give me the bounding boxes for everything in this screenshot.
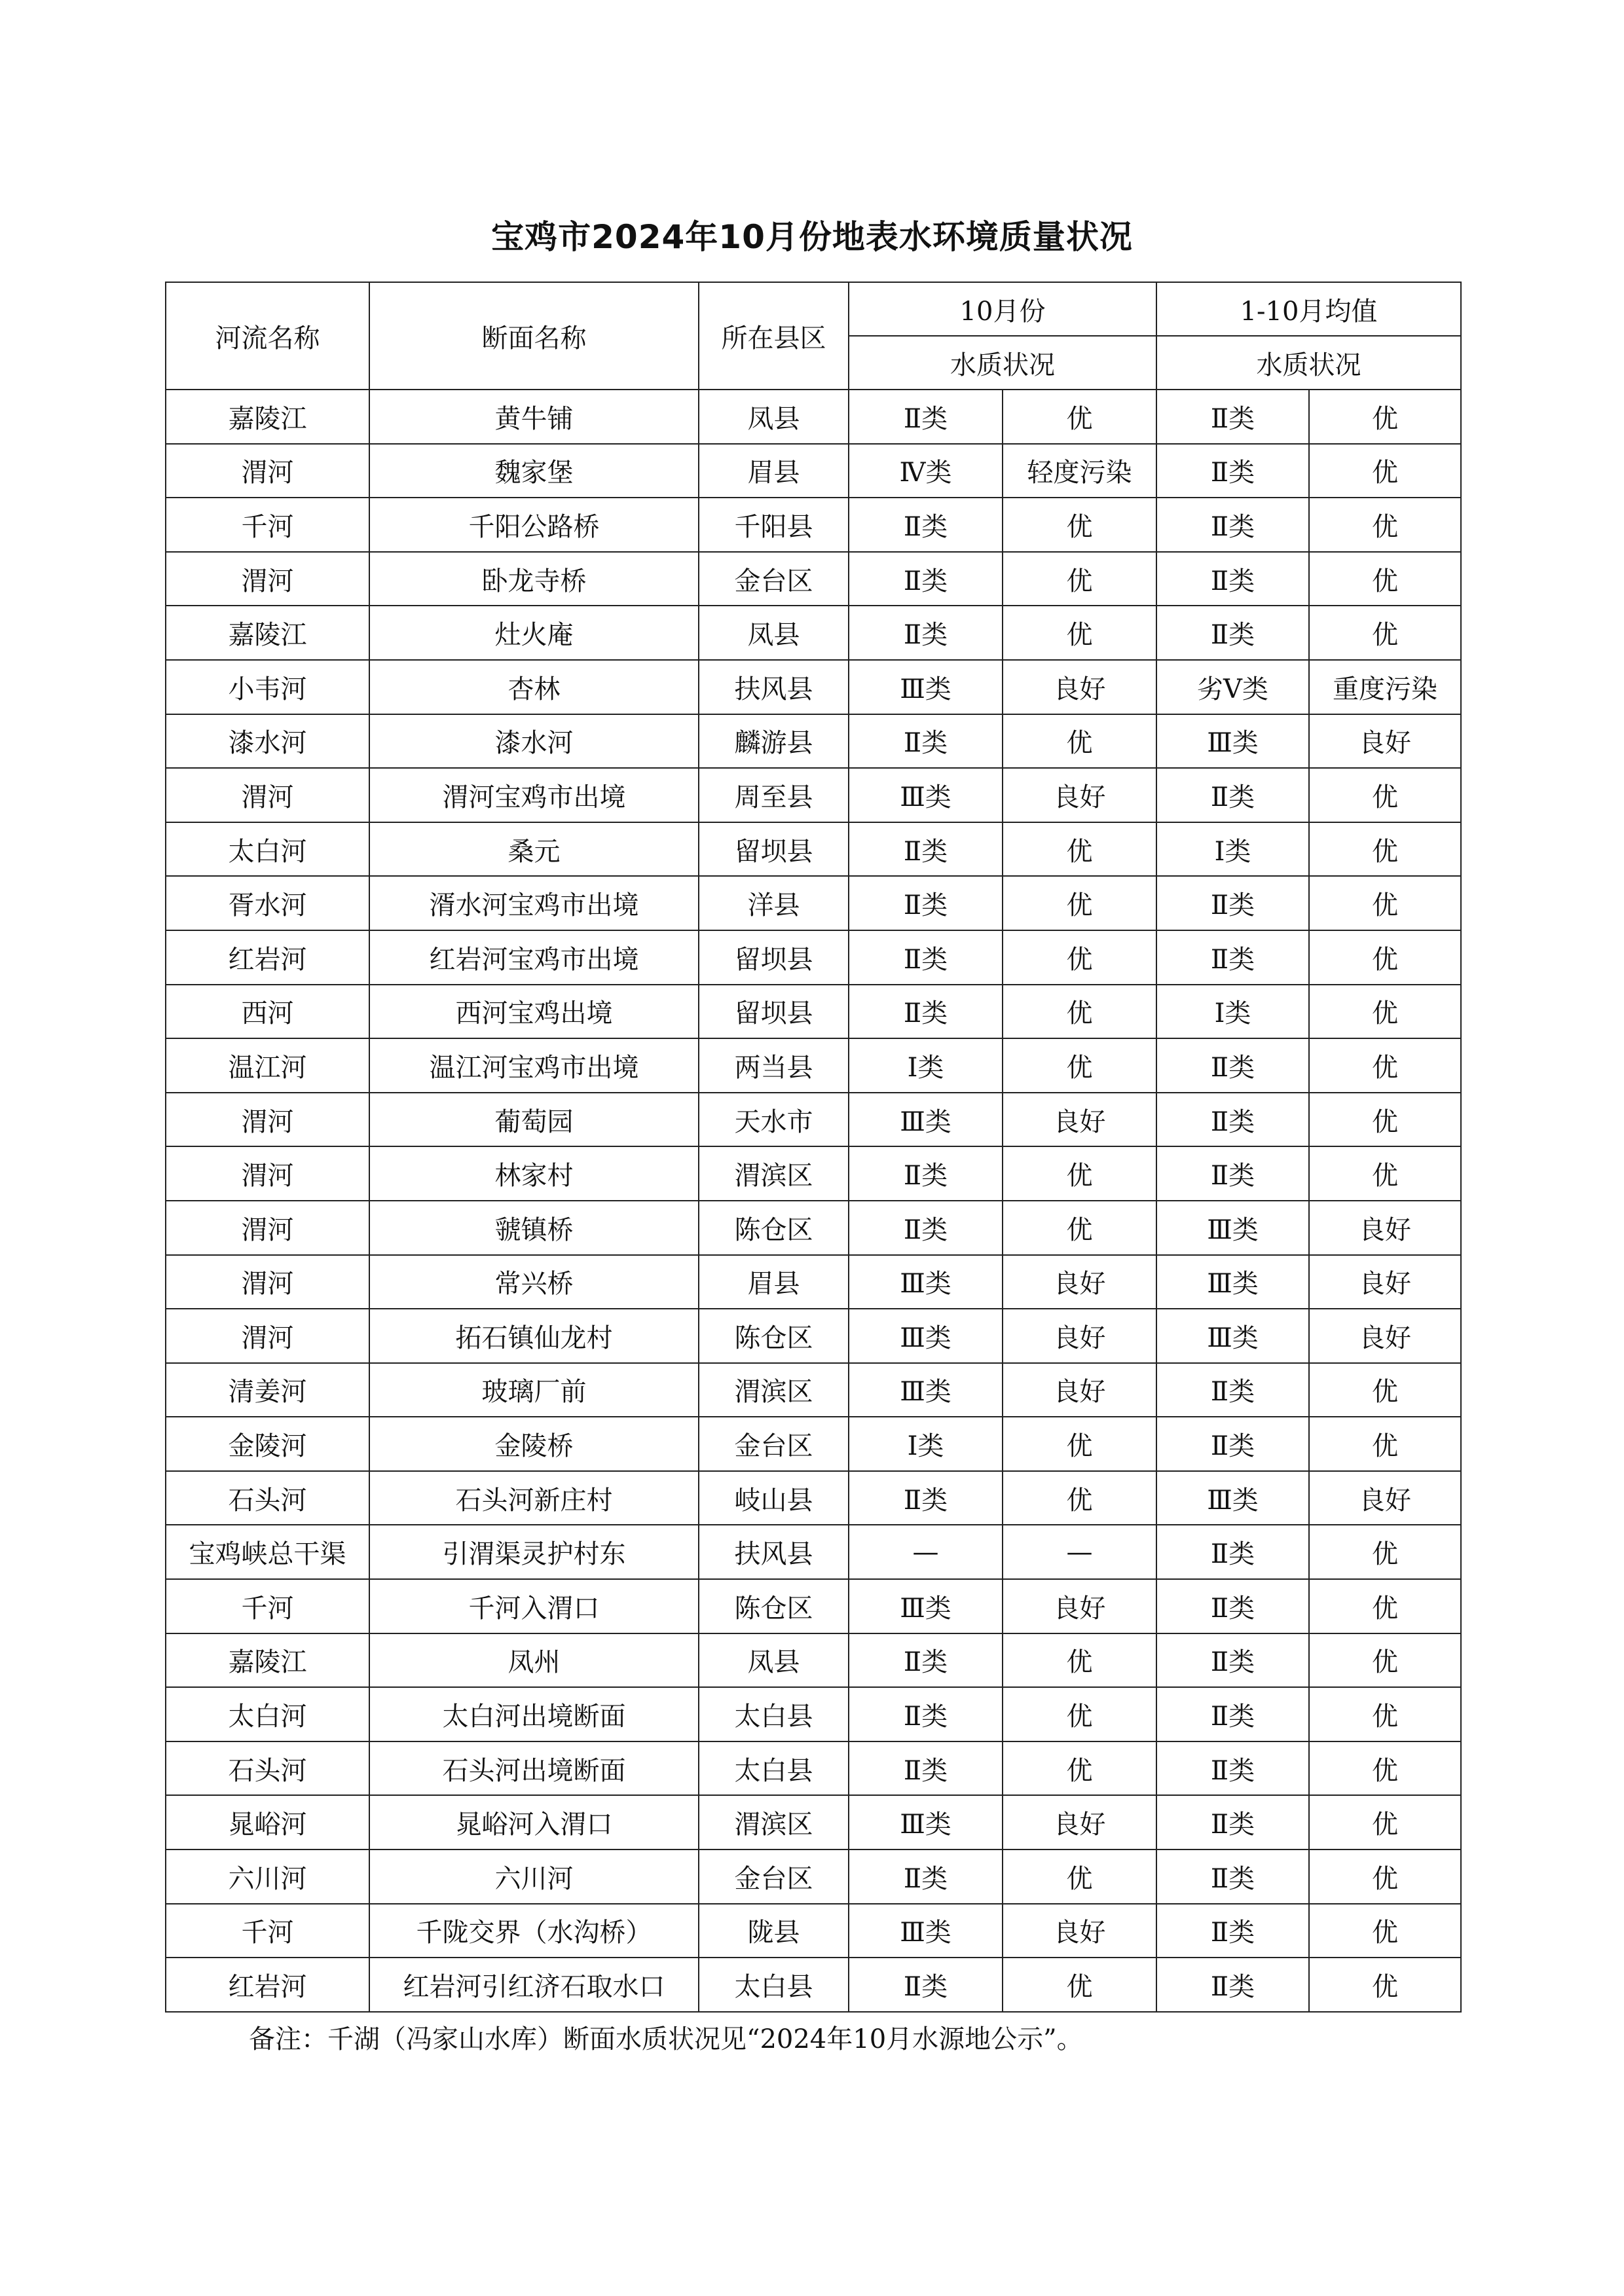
table-row <box>166 1633 1461 1688</box>
cell-month-class: Ⅱ类 <box>849 822 1003 877</box>
cell-average-class: Ⅱ类 <box>1156 1850 1309 1904</box>
cell-average-status: 优 <box>1309 1795 1461 1850</box>
cell-county: 周至县 <box>699 768 849 822</box>
cell-river: 渭河 <box>166 444 369 498</box>
cell-county: 凤县 <box>699 606 849 660</box>
table-body <box>166 390 1461 2012</box>
cell-month-status: 优 <box>1003 1741 1156 1796</box>
cell-section: 桑元 <box>369 822 699 877</box>
cell-county: 金台区 <box>699 1850 849 1904</box>
cell-river: 千河 <box>166 1579 369 1633</box>
cell-county: 太白县 <box>699 1741 849 1796</box>
cell-month-status: 优 <box>1003 1633 1156 1688</box>
cell-average-class: Ⅱ类 <box>1156 552 1309 606</box>
cell-average-class: Ⅱ类 <box>1156 1741 1309 1796</box>
cell-average-status: 优 <box>1309 768 1461 822</box>
table-row <box>166 660 1461 714</box>
cell-county: 麟游县 <box>699 714 849 769</box>
cell-month-class: Ⅰ类 <box>849 1038 1003 1093</box>
cell-average-class: Ⅰ类 <box>1156 822 1309 877</box>
cell-month-status: — <box>1003 1525 1156 1579</box>
cell-month-class: Ⅳ类 <box>849 444 1003 498</box>
cell-county: 眉县 <box>699 444 849 498</box>
cell-section: 黄牛铺 <box>369 390 699 444</box>
cell-month-status: 良好 <box>1003 1255 1156 1309</box>
cell-section: 凤州 <box>369 1633 699 1688</box>
cell-section: 杏林 <box>369 660 699 714</box>
cell-section: 晁峪河入渭口 <box>369 1795 699 1850</box>
cell-section: 温江河宝鸡市出境 <box>369 1038 699 1093</box>
cell-river: 千河 <box>166 1904 369 1958</box>
cell-county: 渭滨区 <box>699 1146 849 1201</box>
cell-month-status: 优 <box>1003 1958 1156 2012</box>
cell-month-class: Ⅱ类 <box>849 1687 1003 1741</box>
table-row <box>166 1687 1461 1741</box>
cell-river: 红岩河 <box>166 1958 369 2012</box>
cell-average-class: Ⅱ类 <box>1156 1958 1309 2012</box>
cell-section: 千陇交界（水沟桥） <box>369 1904 699 1958</box>
cell-section: 葡萄园 <box>369 1093 699 1147</box>
cell-month-status: 优 <box>1003 985 1156 1039</box>
cell-average-class: Ⅱ类 <box>1156 606 1309 660</box>
cell-average-class: Ⅱ类 <box>1156 1038 1309 1093</box>
header-status-average: 水质状况 <box>1156 336 1461 390</box>
cell-average-status: 优 <box>1309 876 1461 930</box>
cell-month-class: Ⅱ类 <box>849 714 1003 769</box>
cell-month-status: 优 <box>1003 498 1156 552</box>
cell-average-class: Ⅱ类 <box>1156 1093 1309 1147</box>
cell-river: 红岩河 <box>166 930 369 985</box>
cell-average-class: Ⅱ类 <box>1156 930 1309 985</box>
cell-month-class: Ⅱ类 <box>849 1958 1003 2012</box>
cell-month-class: Ⅱ类 <box>849 498 1003 552</box>
cell-section: 灶火庵 <box>369 606 699 660</box>
cell-river: 渭河 <box>166 1255 369 1309</box>
cell-section: 六川河 <box>369 1850 699 1904</box>
cell-section: 渭河宝鸡市出境 <box>369 768 699 822</box>
cell-month-status: 优 <box>1003 1038 1156 1093</box>
header-month: 10月份 <box>849 282 1156 336</box>
cell-average-status: 优 <box>1309 1579 1461 1633</box>
cell-county: 扶风县 <box>699 1525 849 1579</box>
table-row <box>166 1417 1461 1471</box>
cell-average-status: 重度污染 <box>1309 660 1461 714</box>
cell-average-class: Ⅱ类 <box>1156 1363 1309 1417</box>
cell-month-status: 良好 <box>1003 1363 1156 1417</box>
table-row <box>166 1525 1461 1579</box>
table-row <box>166 1309 1461 1363</box>
cell-average-status: 优 <box>1309 390 1461 444</box>
page-title: 宝鸡市2024年10月份地表水环境质量状况 <box>491 218 1133 256</box>
cell-average-class: Ⅱ类 <box>1156 1633 1309 1688</box>
header-average: 1-10月均值 <box>1156 282 1461 336</box>
cell-average-class: Ⅲ类 <box>1156 1309 1309 1363</box>
header-county: 所在县区 <box>699 282 849 390</box>
cell-county: 渭滨区 <box>699 1363 849 1417</box>
cell-average-status: 优 <box>1309 1741 1461 1796</box>
table-row <box>166 876 1461 930</box>
cell-average-status: 优 <box>1309 1958 1461 2012</box>
cell-section: 漆水河 <box>369 714 699 769</box>
cell-section: 林家村 <box>369 1146 699 1201</box>
table-row <box>166 1038 1461 1093</box>
table-row <box>166 444 1461 498</box>
cell-month-class: Ⅱ类 <box>849 930 1003 985</box>
cell-month-status: 优 <box>1003 1201 1156 1255</box>
cell-month-class: Ⅲ类 <box>849 1309 1003 1363</box>
cell-average-class: Ⅲ类 <box>1156 1255 1309 1309</box>
cell-average-class: Ⅱ类 <box>1156 1525 1309 1579</box>
cell-river: 小韦河 <box>166 660 369 714</box>
cell-section: 引渭渠灵护村东 <box>369 1525 699 1579</box>
cell-month-status: 优 <box>1003 1146 1156 1201</box>
cell-average-class: Ⅲ类 <box>1156 1201 1309 1255</box>
cell-county: 陈仓区 <box>699 1579 849 1633</box>
cell-month-class: Ⅱ类 <box>849 1471 1003 1525</box>
table-row <box>166 606 1461 660</box>
cell-average-class: Ⅲ类 <box>1156 1471 1309 1525</box>
cell-month-class: Ⅱ类 <box>849 876 1003 930</box>
cell-county: 太白县 <box>699 1958 849 2012</box>
cell-average-status: 良好 <box>1309 1201 1461 1255</box>
cell-month-class: Ⅱ类 <box>849 985 1003 1039</box>
cell-month-status: 优 <box>1003 1417 1156 1471</box>
cell-county: 天水市 <box>699 1093 849 1147</box>
cell-month-class: Ⅰ类 <box>849 1417 1003 1471</box>
cell-month-status: 良好 <box>1003 1795 1156 1850</box>
cell-county: 留坝县 <box>699 930 849 985</box>
cell-month-status: 优 <box>1003 1687 1156 1741</box>
table-row <box>166 1093 1461 1147</box>
table-row <box>166 1255 1461 1309</box>
table-row <box>166 1363 1461 1417</box>
cell-river: 石头河 <box>166 1741 369 1796</box>
cell-river: 宝鸡峡总干渠 <box>166 1525 369 1579</box>
cell-county: 两当县 <box>699 1038 849 1093</box>
cell-county: 洋县 <box>699 876 849 930</box>
cell-month-status: 优 <box>1003 390 1156 444</box>
cell-county: 凤县 <box>699 1633 849 1688</box>
cell-section: 千河入渭口 <box>369 1579 699 1633</box>
cell-month-status: 优 <box>1003 876 1156 930</box>
cell-river: 渭河 <box>166 552 369 606</box>
cell-county: 眉县 <box>699 1255 849 1309</box>
table-row <box>166 498 1461 552</box>
cell-average-status: 优 <box>1309 1146 1461 1201</box>
header-status-month: 水质状况 <box>849 336 1156 390</box>
cell-section: 千阳公路桥 <box>369 498 699 552</box>
cell-county: 岐山县 <box>699 1471 849 1525</box>
table-row <box>166 1958 1461 2012</box>
cell-river: 渭河 <box>166 1093 369 1147</box>
cell-month-status: 优 <box>1003 606 1156 660</box>
cell-month-status: 良好 <box>1003 1093 1156 1147</box>
table-row <box>166 985 1461 1039</box>
water-quality-table <box>165 282 1462 2013</box>
cell-average-class: Ⅲ类 <box>1156 714 1309 769</box>
cell-month-class: Ⅲ类 <box>849 768 1003 822</box>
cell-river: 嘉陵江 <box>166 606 369 660</box>
cell-average-status: 优 <box>1309 822 1461 877</box>
cell-average-class: Ⅱ类 <box>1156 390 1309 444</box>
cell-average-status: 优 <box>1309 1904 1461 1958</box>
cell-county: 留坝县 <box>699 985 849 1039</box>
cell-average-status: 良好 <box>1309 1471 1461 1525</box>
cell-month-class: Ⅱ类 <box>849 1850 1003 1904</box>
cell-month-status: 优 <box>1003 1471 1156 1525</box>
cell-section: 金陵桥 <box>369 1417 699 1471</box>
cell-section: 石头河出境断面 <box>369 1741 699 1796</box>
cell-river: 渭河 <box>166 1309 369 1363</box>
cell-river: 千河 <box>166 498 369 552</box>
cell-month-status: 良好 <box>1003 660 1156 714</box>
cell-month-class: Ⅱ类 <box>849 1146 1003 1201</box>
table-row <box>166 714 1461 769</box>
cell-average-class: Ⅱ类 <box>1156 1146 1309 1201</box>
cell-county: 金台区 <box>699 552 849 606</box>
cell-month-status: 良好 <box>1003 768 1156 822</box>
cell-average-status: 优 <box>1309 1038 1461 1093</box>
cell-average-class: 劣Ⅴ类 <box>1156 660 1309 714</box>
cell-section: 西河宝鸡出境 <box>369 985 699 1039</box>
cell-average-status: 优 <box>1309 1093 1461 1147</box>
cell-river: 西河 <box>166 985 369 1039</box>
cell-average-status: 优 <box>1309 606 1461 660</box>
cell-month-class: Ⅲ类 <box>849 1904 1003 1958</box>
cell-section: 玻璃厂前 <box>369 1363 699 1417</box>
cell-average-status: 优 <box>1309 1525 1461 1579</box>
cell-month-class: — <box>849 1525 1003 1579</box>
cell-county: 金台区 <box>699 1417 849 1471</box>
table-row <box>166 1146 1461 1201</box>
cell-average-class: Ⅱ类 <box>1156 1579 1309 1633</box>
cell-average-status: 优 <box>1309 552 1461 606</box>
cell-average-class: Ⅱ类 <box>1156 1904 1309 1958</box>
table-row <box>166 1741 1461 1796</box>
cell-section: 常兴桥 <box>369 1255 699 1309</box>
table-row <box>166 822 1461 877</box>
cell-county: 陈仓区 <box>699 1309 849 1363</box>
cell-month-class: Ⅲ类 <box>849 660 1003 714</box>
cell-month-class: Ⅱ类 <box>849 1633 1003 1688</box>
cell-month-class: Ⅲ类 <box>849 1795 1003 1850</box>
cell-county: 陇县 <box>699 1904 849 1958</box>
table-row <box>166 768 1461 822</box>
cell-month-class: Ⅲ类 <box>849 1093 1003 1147</box>
table-row <box>166 390 1461 444</box>
cell-river: 嘉陵江 <box>166 1633 369 1688</box>
table-row <box>166 1850 1461 1904</box>
cell-average-status: 良好 <box>1309 1309 1461 1363</box>
header-section: 断面名称 <box>369 282 699 390</box>
cell-month-class: Ⅲ类 <box>849 1363 1003 1417</box>
cell-average-status: 优 <box>1309 444 1461 498</box>
cell-average-status: 优 <box>1309 930 1461 985</box>
cell-section: 太白河出境断面 <box>369 1687 699 1741</box>
cell-county: 凤县 <box>699 390 849 444</box>
cell-county: 千阳县 <box>699 498 849 552</box>
cell-county: 渭滨区 <box>699 1795 849 1850</box>
cell-river: 太白河 <box>166 822 369 877</box>
cell-month-class: Ⅱ类 <box>849 1741 1003 1796</box>
cell-river: 漆水河 <box>166 714 369 769</box>
cell-average-class: Ⅱ类 <box>1156 768 1309 822</box>
cell-average-status: 优 <box>1309 498 1461 552</box>
cell-month-class: Ⅲ类 <box>849 1255 1003 1309</box>
cell-average-class: Ⅱ类 <box>1156 1417 1309 1471</box>
cell-month-class: Ⅱ类 <box>849 606 1003 660</box>
cell-average-class: Ⅱ类 <box>1156 444 1309 498</box>
cell-month-status: 优 <box>1003 552 1156 606</box>
cell-river: 晁峪河 <box>166 1795 369 1850</box>
table-row <box>166 1795 1461 1850</box>
table-row <box>166 1201 1461 1255</box>
table-row <box>166 552 1461 606</box>
cell-river: 渭河 <box>166 1201 369 1255</box>
cell-section: 魏家堡 <box>369 444 699 498</box>
cell-month-class: Ⅱ类 <box>849 390 1003 444</box>
cell-average-status: 优 <box>1309 1633 1461 1688</box>
table-row <box>166 1579 1461 1633</box>
cell-river: 石头河 <box>166 1471 369 1525</box>
cell-average-status: 良好 <box>1309 714 1461 769</box>
cell-section: 湑水河宝鸡市出境 <box>369 876 699 930</box>
cell-river: 温江河 <box>166 1038 369 1093</box>
cell-month-status: 优 <box>1003 1850 1156 1904</box>
cell-river: 渭河 <box>166 768 369 822</box>
cell-average-class: Ⅰ类 <box>1156 985 1309 1039</box>
cell-river: 清姜河 <box>166 1363 369 1417</box>
cell-month-status: 优 <box>1003 714 1156 769</box>
cell-average-status: 良好 <box>1309 1255 1461 1309</box>
cell-river: 太白河 <box>166 1687 369 1741</box>
cell-section: 红岩河宝鸡市出境 <box>369 930 699 985</box>
cell-average-class: Ⅱ类 <box>1156 876 1309 930</box>
table-row <box>166 930 1461 985</box>
cell-month-status: 轻度污染 <box>1003 444 1156 498</box>
cell-month-class: Ⅲ类 <box>849 1579 1003 1633</box>
cell-river: 嘉陵江 <box>166 390 369 444</box>
cell-month-class: Ⅱ类 <box>849 1201 1003 1255</box>
cell-section: 红岩河引红济石取水口 <box>369 1958 699 2012</box>
cell-average-status: 优 <box>1309 1850 1461 1904</box>
cell-average-status: 优 <box>1309 1417 1461 1471</box>
cell-average-class: Ⅱ类 <box>1156 498 1309 552</box>
cell-average-status: 优 <box>1309 985 1461 1039</box>
header-river: 河流名称 <box>166 282 369 390</box>
cell-section: 拓石镇仙龙村 <box>369 1309 699 1363</box>
cell-average-class: Ⅱ类 <box>1156 1687 1309 1741</box>
table-row <box>166 1904 1461 1958</box>
footnote: 备注：千湖（冯家山水库）断面水质状况见“2024年10月水源地公示”。 <box>249 2024 1083 2054</box>
cell-county: 留坝县 <box>699 822 849 877</box>
cell-county: 陈仓区 <box>699 1201 849 1255</box>
cell-county: 太白县 <box>699 1687 849 1741</box>
cell-average-status: 优 <box>1309 1687 1461 1741</box>
cell-county: 扶风县 <box>699 660 849 714</box>
cell-month-class: Ⅱ类 <box>849 552 1003 606</box>
cell-river: 渭河 <box>166 1146 369 1201</box>
cell-river: 胥水河 <box>166 876 369 930</box>
cell-month-status: 优 <box>1003 822 1156 877</box>
cell-section: 卧龙寺桥 <box>369 552 699 606</box>
cell-section: 石头河新庄村 <box>369 1471 699 1525</box>
cell-river: 六川河 <box>166 1850 369 1904</box>
cell-average-status: 优 <box>1309 1363 1461 1417</box>
cell-month-status: 良好 <box>1003 1904 1156 1958</box>
cell-river: 金陵河 <box>166 1417 369 1471</box>
cell-month-status: 优 <box>1003 930 1156 985</box>
cell-section: 虢镇桥 <box>369 1201 699 1255</box>
cell-month-status: 良好 <box>1003 1579 1156 1633</box>
cell-month-status: 良好 <box>1003 1309 1156 1363</box>
cell-average-class: Ⅱ类 <box>1156 1795 1309 1850</box>
table-row <box>166 1471 1461 1525</box>
